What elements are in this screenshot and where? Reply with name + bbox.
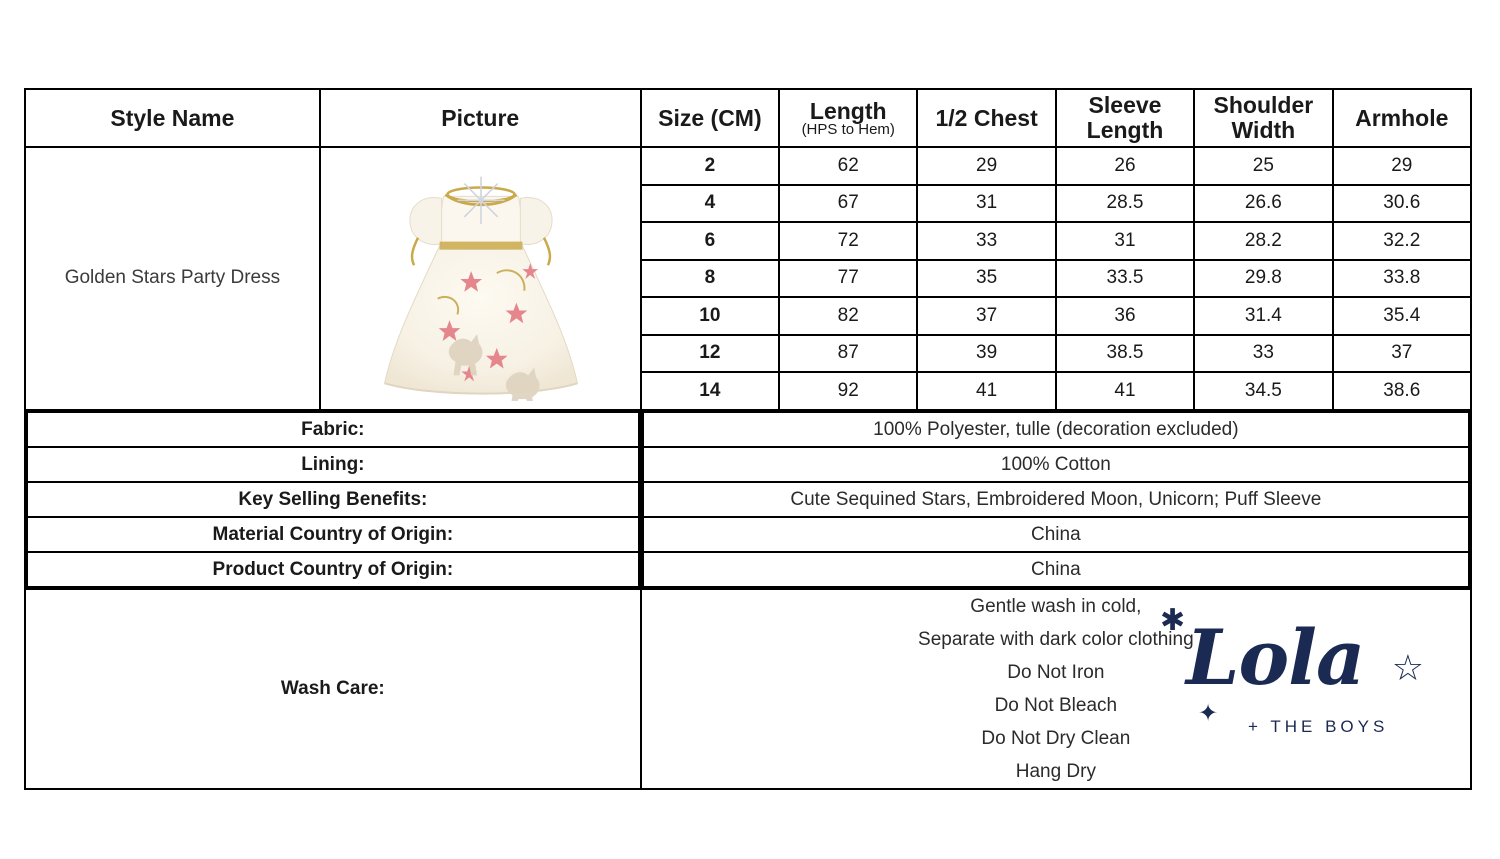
small-star-icon: ✦ <box>1198 699 1219 727</box>
header-size-label: Size (CM) <box>658 104 762 131</box>
length-value: 92 <box>779 372 917 410</box>
half-chest-value: 35 <box>917 260 1055 298</box>
info-value-material-country-of-origin: China <box>643 517 1469 552</box>
brand-logo-script: Lola <box>1186 612 1365 702</box>
size-value: 10 <box>641 297 779 335</box>
size-value: 12 <box>641 335 779 373</box>
shoulder-width-value: 28.2 <box>1194 222 1332 260</box>
header-armhole-label: Armhole <box>1355 104 1449 131</box>
size-value: 2 <box>641 147 779 185</box>
info-value-row <box>643 412 1469 447</box>
armhole-value: 38.6 <box>1333 372 1471 410</box>
length-value: 62 <box>779 147 917 185</box>
info-block-row <box>25 410 1471 589</box>
info-value-fabric: 100% Polyester, tulle (decoration excluded) <box>643 412 1469 447</box>
wash-care-line: Gentle wash in cold, <box>970 595 1142 617</box>
info-value-row <box>643 552 1469 587</box>
wash-care-body <box>642 590 1470 788</box>
info-value-row <box>643 447 1469 482</box>
info-label-material-country-of-origin: Material Country of Origin: <box>27 517 639 552</box>
header-length <box>779 89 917 147</box>
header-length-sublabel: (HPS to Hem) <box>801 120 895 138</box>
half-chest-value: 39 <box>917 335 1055 373</box>
header-size <box>641 89 779 147</box>
shoulder-width-value: 33 <box>1194 335 1332 373</box>
sleeve-length-value: 31 <box>1056 222 1194 260</box>
shoulder-width-value: 29.8 <box>1194 260 1332 298</box>
table-row <box>25 147 1471 185</box>
shoulder-width-value: 31.4 <box>1194 297 1332 335</box>
sleeve-length-value: 26 <box>1056 147 1194 185</box>
wash-care-line: Hang Dry <box>1015 760 1096 782</box>
header-half-chest-label: 1/2 Chest <box>935 104 1038 131</box>
length-value: 82 <box>779 297 917 335</box>
sleeve-length-value: 36 <box>1056 297 1194 335</box>
armhole-value: 37 <box>1333 335 1471 373</box>
table-header-row <box>25 89 1471 147</box>
shoulder-width-value: 34.5 <box>1194 372 1332 410</box>
sleeve-length-value: 38.5 <box>1056 335 1194 373</box>
info-value-key-selling-benefits: Cute Sequined Stars, Embroidered Moon, Unicorn; Puff Sleeve <box>643 482 1469 517</box>
info-label-fabric: Fabric: <box>27 412 639 447</box>
wash-care-content <box>641 589 1471 789</box>
header-picture <box>320 89 641 147</box>
wash-care-line: Do Not Bleach <box>994 694 1118 716</box>
wash-care-line: Separate with dark color clothing <box>918 628 1194 650</box>
header-shoulder-width-label: Shoulder Width <box>1213 92 1314 143</box>
sleeve-length-value: 33.5 <box>1056 260 1194 298</box>
armhole-value: 35.4 <box>1333 297 1471 335</box>
brand-logo <box>1160 603 1430 746</box>
info-label-row <box>27 552 639 587</box>
info-value-row <box>643 482 1469 517</box>
header-half-chest <box>917 89 1055 147</box>
length-value: 87 <box>779 335 917 373</box>
info-label-key-selling-benefits: Key Selling Benefits: <box>27 482 639 517</box>
info-label-row <box>27 412 639 447</box>
dress-photo <box>321 155 640 401</box>
info-labels-cell <box>25 410 641 589</box>
info-labels-table <box>26 411 640 588</box>
length-value: 72 <box>779 222 917 260</box>
wash-care-label: Wash Care: <box>25 589 641 789</box>
info-label-row <box>27 517 639 552</box>
info-value-row <box>643 517 1469 552</box>
length-value: 67 <box>779 185 917 223</box>
dress-illustration-icon <box>321 155 641 401</box>
header-style-name-label: Style Name <box>110 104 235 131</box>
header-sleeve-length-label: Sleeve Length <box>1086 92 1164 143</box>
shoulder-width-value: 25 <box>1194 147 1332 185</box>
half-chest-value: 31 <box>917 185 1055 223</box>
armhole-value: 32.2 <box>1333 222 1471 260</box>
header-picture-label: Picture <box>441 104 520 131</box>
size-value: 6 <box>641 222 779 260</box>
header-armhole <box>1333 89 1471 147</box>
info-label-row <box>27 447 639 482</box>
header-sleeve-length <box>1056 89 1194 147</box>
header-shoulder-width <box>1194 89 1332 147</box>
shoulder-width-value: 26.6 <box>1194 185 1332 223</box>
info-values-table <box>642 411 1470 588</box>
size-value: 4 <box>641 185 779 223</box>
size-value: 8 <box>641 260 779 298</box>
header-length-label: Length <box>809 97 887 124</box>
half-chest-value: 37 <box>917 297 1055 335</box>
wash-care-row <box>25 589 1471 789</box>
info-label-lining: Lining: <box>27 447 639 482</box>
armhole-value: 33.8 <box>1333 260 1471 298</box>
size-chart-table <box>24 88 1472 790</box>
half-chest-value: 29 <box>917 147 1055 185</box>
length-value: 77 <box>779 260 917 298</box>
header-style-name <box>25 89 320 147</box>
armhole-value: 29 <box>1333 147 1471 185</box>
half-chest-value: 41 <box>917 372 1055 410</box>
sleeve-length-value: 41 <box>1056 372 1194 410</box>
half-chest-value: 33 <box>917 222 1055 260</box>
wash-care-line: Do Not Dry Clean <box>981 727 1131 749</box>
info-label-product-country-of-origin: Product Country of Origin: <box>27 552 639 587</box>
info-values-cell <box>641 410 1471 589</box>
star-outline-icon: ☆ <box>1391 646 1424 688</box>
info-label-row <box>27 482 639 517</box>
product-picture-cell <box>320 147 641 410</box>
wash-care-line: Do Not Iron <box>1007 661 1105 683</box>
asterisk-icon: ✱ <box>1160 603 1186 637</box>
size-value: 14 <box>641 372 779 410</box>
armhole-value: 30.6 <box>1333 185 1471 223</box>
info-value-lining: 100% Cotton <box>643 447 1469 482</box>
spec-sheet <box>24 88 1472 790</box>
brand-logo-tagline: + THE BOYS <box>1248 716 1389 736</box>
info-value-product-country-of-origin: China <box>643 552 1469 587</box>
style-name-cell: Golden Stars Party Dress <box>25 147 320 410</box>
sleeve-length-value: 28.5 <box>1056 185 1194 223</box>
